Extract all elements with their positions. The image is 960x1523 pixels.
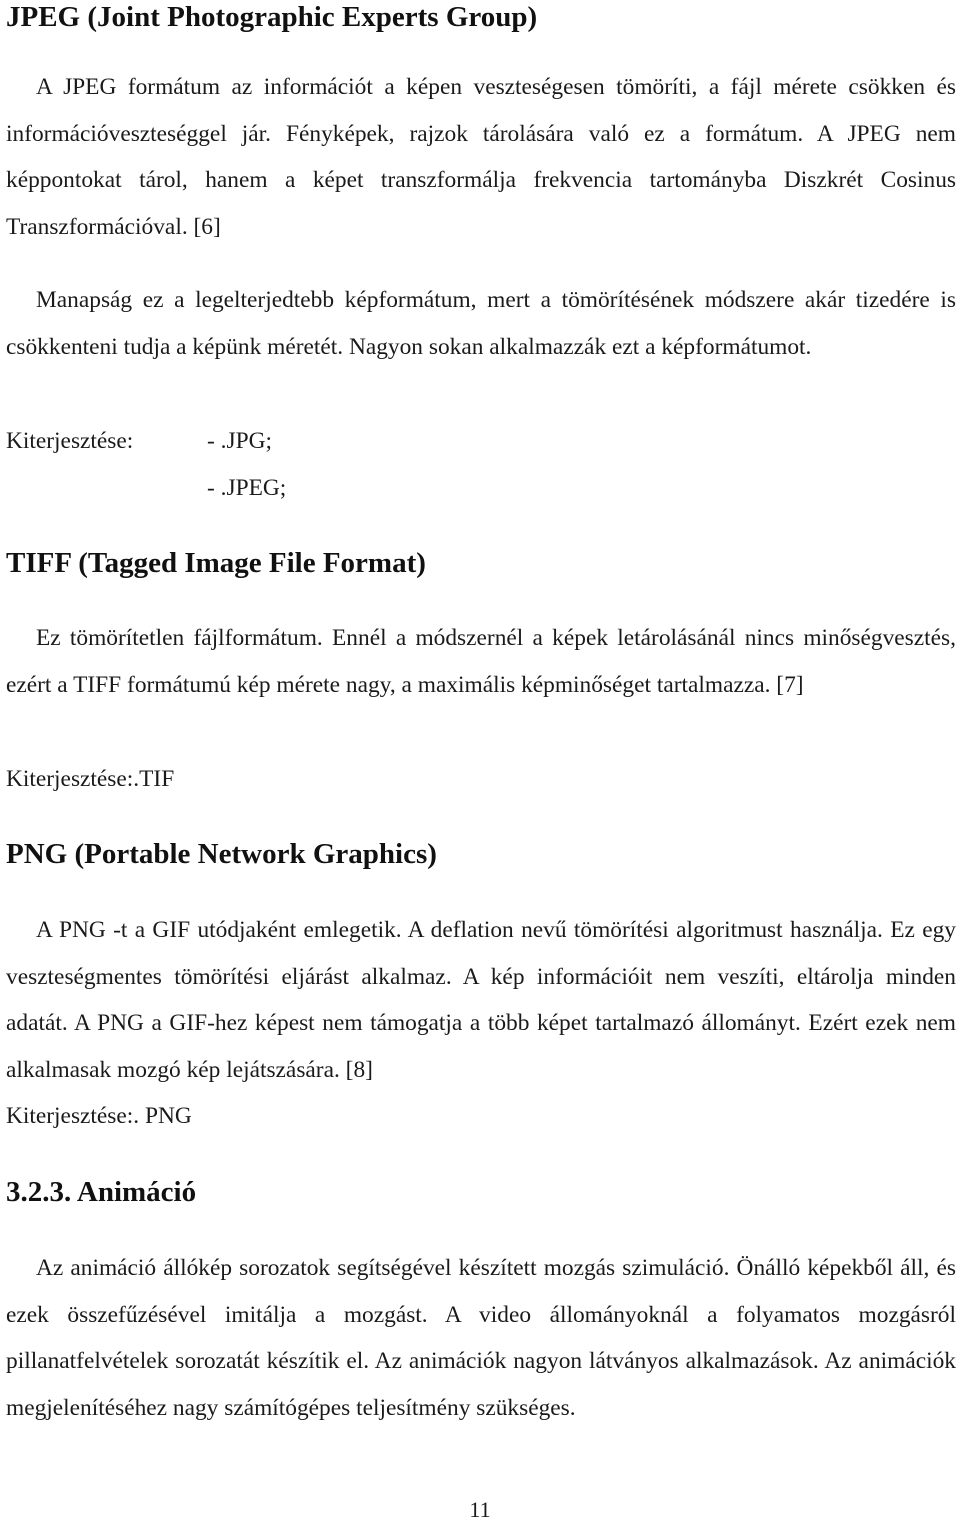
animacio-heading: 3.2.3. Animáció: [6, 1176, 197, 1208]
png-paragraph-1: A PNG -t a GIF utódjaként emlegetik. A deflation nevű tömörítési algoritmust használja. Ez egy veszteségmentes tömörítési eljárást alkalmaz. A kép információit nem veszíti, eltárolja minden adatát. A PNG a GIF-hez képest nem támogatja a több képet tartalmazó állományt. Ezért ezek nem alkalmasak mozgó kép lejátszására. [8]: [6, 917, 956, 1083]
png-heading: PNG (Portable Network Graphics): [6, 838, 437, 870]
tiff-extension-line: Kiterjesztése:.TIF: [6, 766, 175, 792]
tiff-paragraph-1: Ez tömörítetlen fájlformátum. Ennél a módszernél a képek letárolásánál nincs minőségvesztés, ezért a TIFF formátumú kép mérete nagy, a maximális képminőséget tartalmazza. [7]: [6, 625, 956, 698]
jpeg-heading: JPEG (Joint Photographic Experts Group): [6, 1, 538, 33]
page-number: 11: [469, 1497, 491, 1522]
png-extension-line: Kiterjesztése:. PNG: [6, 1103, 192, 1129]
tiff-heading: TIFF (Tagged Image File Format): [6, 547, 426, 579]
animacio-paragraph-1: Az animáció állókép sorozatok segítségével készített mozgás szimuláció. Önálló képekből áll, és ezek összefűzésével imitálja a mozgást. A video állományoknál a folyamatos mozgásról pillanatfelvételek sorozatát készítik el. Az animációk nagyon látványos alkalmazások. Az animációk megjelenítéséhez nagy számítógépes teljesítmény szükséges.: [6, 1255, 956, 1421]
jpeg-extension-item: - .JPG;: [207, 428, 272, 454]
jpeg-paragraph-1: A JPEG formátum az információt a képen veszteségesen tömöríti, a fájl mérete csökken és információveszteséggel jár. Fényképek, rajzok tárolására való ez a formátum. A JPEG nem képpontokat tárol, hanem a képet transzformálja frekvencia tartományba Diszkrét Cosinus Transzformációval. [6]: [6, 74, 956, 240]
jpeg-paragraph-2: Manapság ez a legelterjedtebb képformátum, mert a tömörítésének módszere akár tizedére is csökkenteni tudja a képünk méretét. Nagyon sokan alkalmazzák ezt a képformátumot.: [6, 287, 956, 360]
jpeg-extension-label: Kiterjesztése:: [6, 428, 134, 454]
jpeg-extension-item: - .JPEG;: [207, 475, 287, 501]
